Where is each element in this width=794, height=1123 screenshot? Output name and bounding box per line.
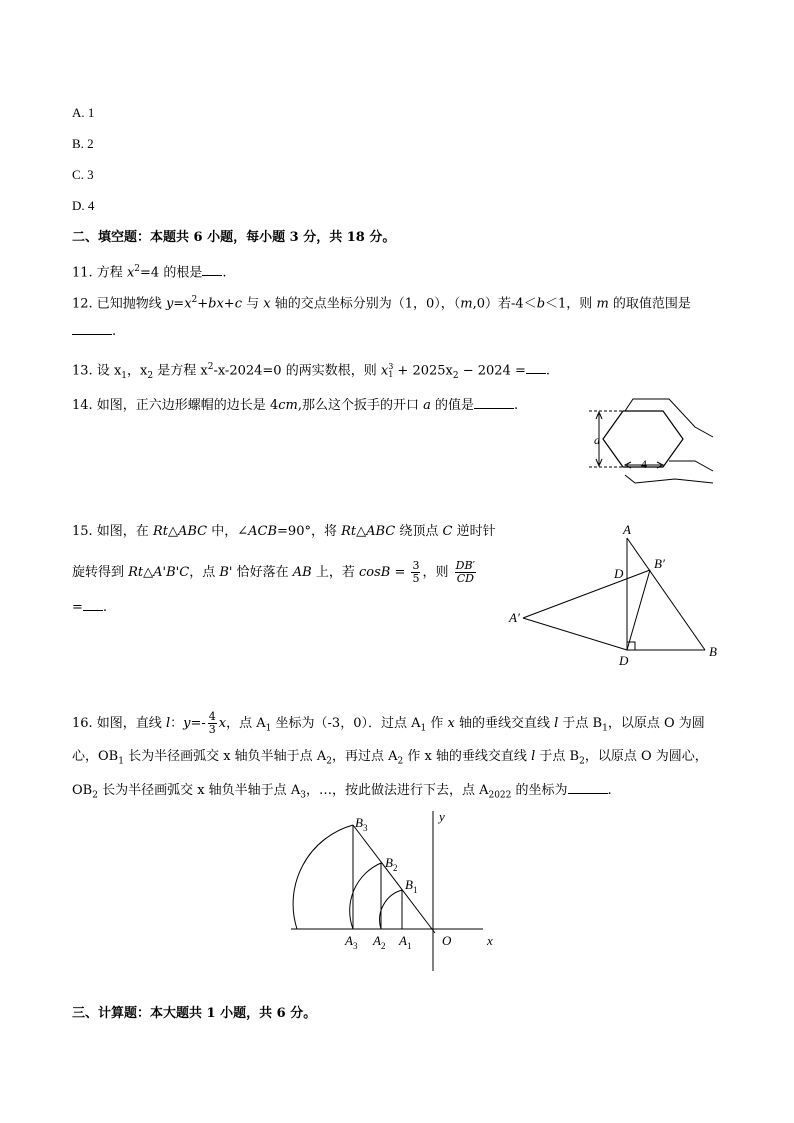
label-B3: $B_3$ [355,815,368,833]
arc-construction-figure [285,805,510,975]
question-11: 11. 方程 $x^2=4$ 的根是 . [72,264,227,281]
label-B: B [709,644,717,659]
label-B2: $B_2$ [385,855,398,873]
question-16-line-2: 心，$OB_1$ 长为半径画弧交 x 轴负半轴于点 $A_2$，再过点 $A_2$ 作 x 轴的垂线交直线 l 于点 $B_2$，以原点 O 为圆心， [72,749,708,767]
triangle-figure [505,520,730,670]
label-A1: $A_1$ [399,933,412,951]
question-15-line-3: = . [72,600,108,615]
label-B1: $B_1$ [405,877,418,895]
label-x-axis: x [487,933,493,948]
section-3-heading: 三、计算题：本大题共 1 小题，共 6 分。 [72,1006,317,1021]
option-a: A. 1 [72,105,95,120]
label-D-lower: D [619,653,629,668]
label-A3: $A_3$ [345,933,358,951]
label-D-upper: D [614,566,624,581]
label-a: a [594,433,600,447]
question-12-answer-line: . [72,322,116,341]
label-A: A [623,522,631,537]
option-c: C. 3 [72,167,94,182]
option-d: D. 4 [72,198,95,213]
question-13: 13. 设 $x_1$，$x_2$ 是方程 $x^2-x-2024=0$ 的两实数根，则 x 3 1 + $2025x_2 - 2024$ = . [72,361,551,381]
question-16-line-1: 16. 如图，直线 l：y=- $\frac{4}{3}$ x，点 $A_1$ 坐标为（-3，0）．过点 $A_1$ 作 x 轴的垂线交直线 l 于点 $B_1$，以原点 O 为圆 [72,710,705,736]
label-B-prime: B′ [654,556,665,571]
question-15-line-2: 旋转得到 Rt△A'B'C，点 B' 恰好落在 AB 上，若 cosB = $\frac{3}{5}$ ，则 $\frac{DB'}{CD}$ [72,559,476,585]
option-b: B. 2 [72,136,94,151]
label-four: 4 [641,457,647,471]
wrench-figure [585,395,725,490]
question-14: 14. 如图，正六边形螺帽的边长是 4cm,那么这个扳手的开口 a 的值是 . [72,398,519,413]
label-A-prime: A′ [509,610,520,625]
label-A2: $A_2$ [373,933,386,951]
label-y-axis: y [439,809,445,824]
question-15-line-1: 15. 如图，在 Rt△ABC 中，∠ACB=90°，将 Rt△ABC 绕顶点 C 逆时针 [72,524,496,539]
label-O: O [442,933,452,948]
question-16-line-3: $OB_2$ 长为半径画弧交 x 轴负半轴于点 $A_3$，…，按此做法进行下去，点 $A_{2022}$ 的坐标为 . [72,783,612,801]
question-12: 12. 已知抛物线 $y=x^2+bx+c$ 与 x 轴的交点坐标分别为（1，0），（m,0）若-4＜b＜1，则 m 的取值范围是 [72,295,691,312]
section-2-heading: 二、填空题：本题共 6 小题，每小题 3 分，共 18 分。 [72,230,396,245]
